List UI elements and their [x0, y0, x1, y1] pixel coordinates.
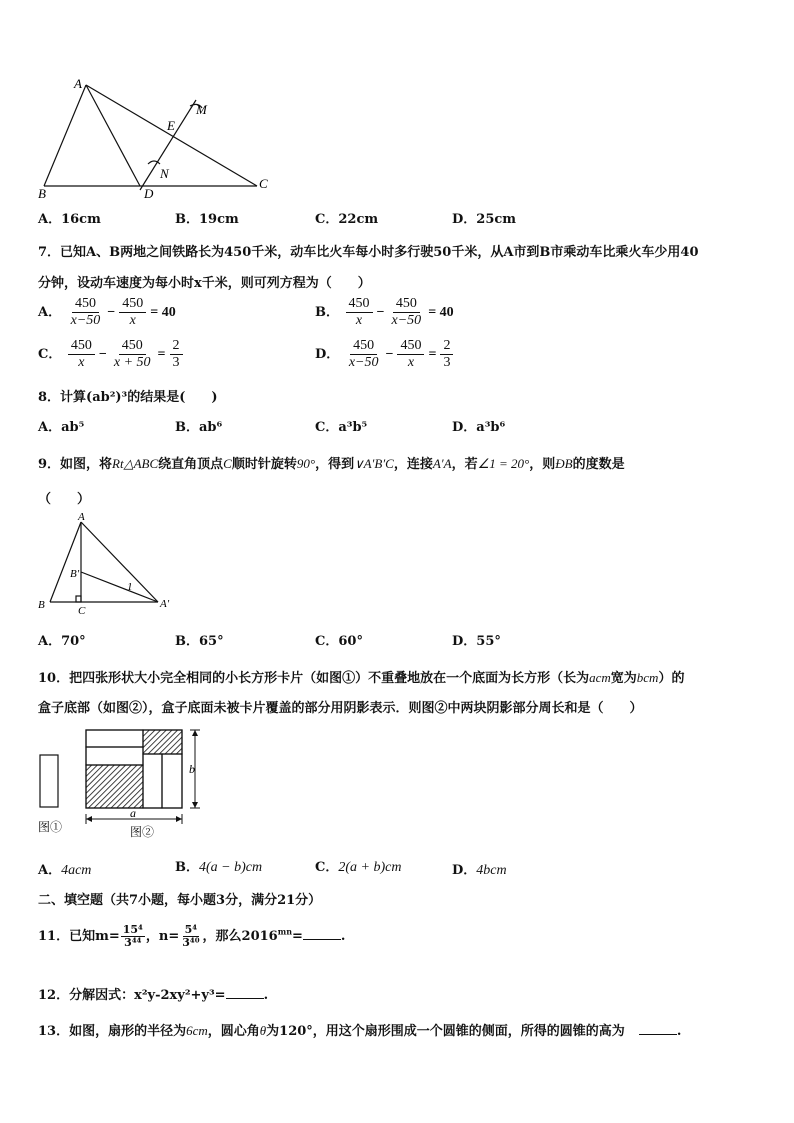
q8-stem: 8．计算(ab²)³的结果是( )	[38, 390, 218, 405]
section-2-heading: 二、填空题（共7小题，每小题3分，满分21分）	[38, 893, 322, 908]
q7-option-c: C． $\frac{450}{x}$ − $\frac{450}{x + 50}$ = $\frac{2}{3}$	[38, 338, 185, 371]
q7-option-a: A． $\frac{450}{x-50}$ − $\frac{450}{x}$ = 40	[38, 296, 176, 328]
label-N: N	[160, 166, 169, 181]
q11-answer-blank[interactable]	[303, 927, 341, 940]
q9-label-Bp: B′	[70, 568, 80, 580]
q10-option-c: C．2(a + b)cm	[315, 860, 402, 875]
q8-option-c: C．a³b⁵	[315, 420, 368, 435]
card-right-1	[143, 754, 162, 808]
label-b: b	[189, 762, 195, 776]
label-a: a	[130, 806, 136, 820]
side-ac	[86, 85, 257, 186]
card-top-2	[86, 747, 143, 765]
q9-rotation-figure	[30, 510, 180, 615]
q10-option-a: A．4acm	[38, 863, 92, 878]
q12-stem: 12．分解因式：x²y-2xy²+y³= .	[38, 988, 269, 1003]
label-E: E	[167, 118, 175, 133]
card-right-2	[162, 754, 182, 808]
q9-label-A: A	[78, 511, 85, 523]
segment-ad	[86, 85, 140, 186]
fig2-label: 图②	[130, 825, 155, 839]
shade-bottom-left	[86, 765, 143, 808]
label-C: C	[259, 176, 268, 191]
seg-b2a2	[81, 572, 158, 602]
q9-option-b: B．65°	[175, 634, 224, 649]
side-ab	[44, 85, 86, 186]
label-M: M	[196, 102, 207, 117]
q8-option-d: D．a³b⁶	[452, 420, 506, 435]
right-angle-mark	[76, 596, 81, 602]
q9-label-B: B	[38, 599, 45, 611]
q10-stem-line2: 盒子底部（如图②），盒子底面未被卡片覆盖的部分用阴影表示．则图②中两块阴影部分周长和是（ ）	[38, 701, 643, 716]
label-A: A	[74, 76, 82, 91]
q7-stem-line2: 分钟，设动车速度为每小时x千米，则可列方程为（ ）	[38, 276, 371, 291]
q6-triangle-figure	[30, 70, 290, 200]
card-top-1	[86, 730, 143, 747]
q7-option-d: D． $\frac{450}{x-50}$ − $\frac{450}{x}$ = $\frac{2}{3}$	[315, 338, 455, 371]
q7-stem-line1: 7．已知A、B两地之间铁路长为450千米，动车比火车每小时多行驶50千米，从A市到B市乘动车比乘火车少用40	[38, 245, 699, 260]
q7-option-b: B． $\frac{450}{x}$ − $\frac{450}{x-50}$ = 40	[315, 296, 454, 328]
q9-label-Ap: A′	[160, 598, 170, 610]
q8-option-a: A．ab⁵	[38, 420, 85, 435]
q9-option-a: A．70°	[38, 634, 86, 649]
fig1-label: 图①	[38, 820, 63, 834]
q10-option-b: B．4(a − b)cm	[175, 860, 263, 875]
q6-option-b: B．19cm	[175, 212, 239, 227]
q9-option-d: D．55°	[452, 634, 501, 649]
q13-stem: 13．如图，扇形的半径为6cm，圆心角θ为120°，用这个扇形围成一个圆锥的侧面，所得的圆锥的高为 .	[38, 1023, 682, 1039]
q13-answer-blank[interactable]	[639, 1022, 677, 1035]
q6-option-c: C．22cm	[315, 212, 379, 227]
q6-option-d: D．25cm	[452, 212, 517, 227]
q12-answer-blank[interactable]	[226, 986, 264, 999]
label-B: B	[38, 186, 46, 201]
seg-ab	[50, 522, 81, 602]
label-D: D	[144, 186, 154, 201]
q11-stem: 11．已知m= $\frac{\text{15⁴}}{\text{3⁴⁴}}$ ，n= $\frac{\text{5⁴}}{\text{3⁴⁰}}$ ，那么$2016^{mn}=$ .	[38, 923, 346, 949]
q9-stem-line2: （ ）	[38, 492, 91, 507]
shade-top-right	[143, 730, 182, 754]
q9-stem-line1: 9．如图，将Rt△ABC绕直角顶点C顺时针旋转90°，得到∨A′B′C，连接A′A，若∠1 = 20°，则ÐB的度数是	[38, 456, 625, 472]
fig1-card	[40, 755, 58, 807]
seg-aa2	[81, 522, 158, 602]
q10-option-d: D．4bcm	[452, 863, 507, 878]
q9-option-c: C．60°	[315, 634, 363, 649]
q8-option-b: B．ab⁶	[175, 420, 223, 435]
q9-label-angle1: 1	[127, 581, 133, 593]
q10-stem-line1: 10．把四张形状大小完全相同的小长方形卡片（如图①）不重叠地放在一个底面为长方形（长为acm宽为bcm）的	[38, 670, 685, 686]
q6-option-a: A．16cm	[38, 212, 101, 227]
q9-label-C: C	[78, 605, 86, 617]
